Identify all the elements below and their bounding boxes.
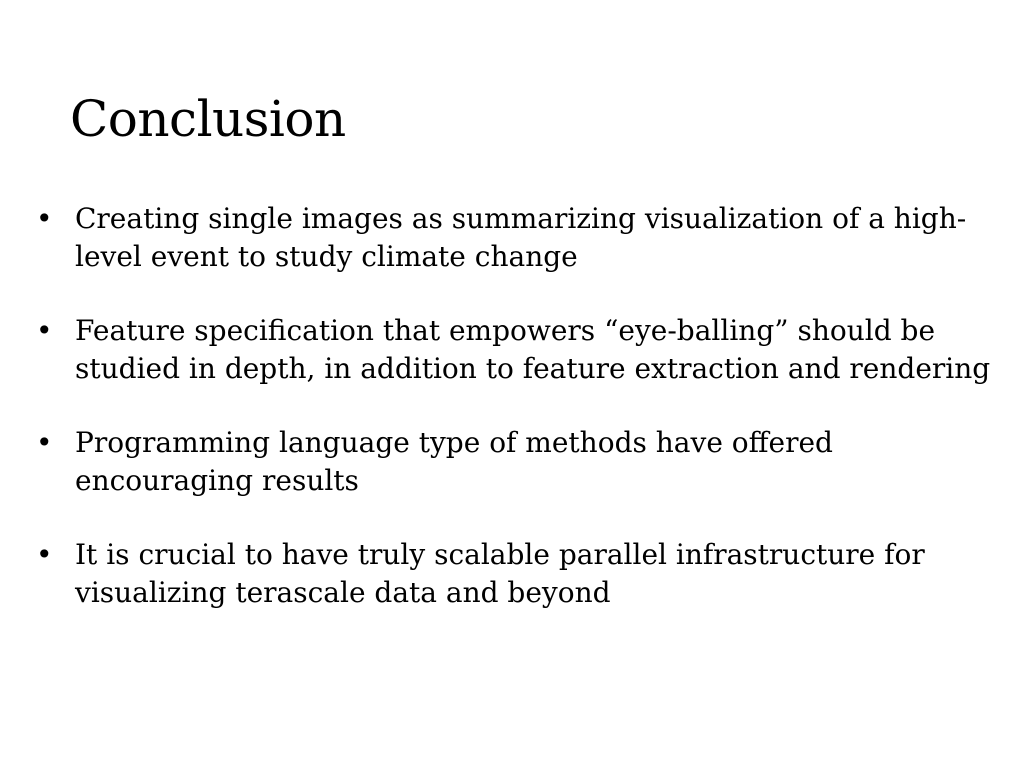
bullet-text: Creating single images as summarizing visualization of a high-level event to study climate change bbox=[75, 202, 967, 273]
bullet-dot-icon: • bbox=[36, 202, 53, 235]
bullet-text: It is crucial to have truly scalable parallel infrastructure for visualizing terascale data and beyond bbox=[75, 538, 925, 609]
bullet-list bbox=[30, 200, 1005, 648]
bullet-item bbox=[30, 312, 1005, 387]
bullet-text: Feature specification that empowers “eye-balling” should be studied in depth, in addition to feature extraction and rendering bbox=[75, 314, 991, 385]
bullet-text: Programming language type of methods have offered encouraging results bbox=[75, 426, 833, 497]
bullet-item bbox=[30, 536, 1005, 611]
bullet-dot-icon: • bbox=[36, 314, 53, 347]
bullet-dot-icon: • bbox=[36, 426, 53, 459]
bullet-dot-icon: • bbox=[36, 538, 53, 571]
slide-title: Conclusion bbox=[70, 90, 346, 148]
bullet-item bbox=[30, 200, 1005, 275]
bullet-item bbox=[30, 424, 1005, 499]
